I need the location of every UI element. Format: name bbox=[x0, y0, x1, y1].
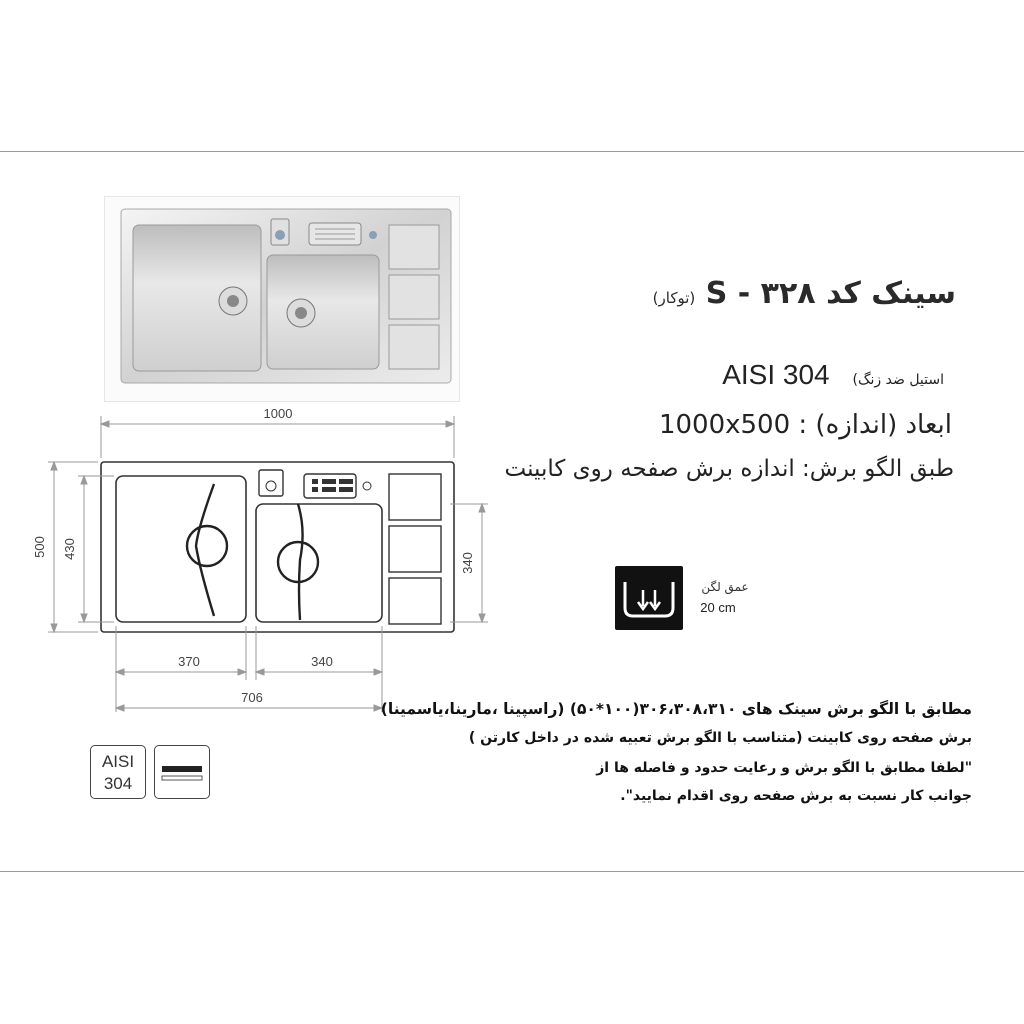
aisi-line-1: AISI bbox=[101, 752, 135, 771]
dim-left-outer: 500 bbox=[32, 536, 47, 558]
bottom-border-line bbox=[0, 871, 1024, 872]
note-line-2: برش صفحه روی کابینت (متناسب با الگو برش تعبیه شده در داخل کارتن ) bbox=[468, 730, 972, 746]
material-line bbox=[722, 358, 944, 391]
aisi-line-2: 304 bbox=[103, 774, 133, 793]
material-desc: (استیل ضد زنگ bbox=[852, 372, 944, 388]
cutout-template-line: طبق الگو برش: اندازه برش صفحه روی کابینت bbox=[504, 456, 954, 482]
note-line-4: جوانب کار نسبت به برش صفحه روی اقدام نمایید". bbox=[620, 788, 972, 804]
sink-product-photo bbox=[104, 196, 460, 402]
top-border-line bbox=[0, 151, 1024, 152]
dim-bottom-right: 340 bbox=[311, 654, 333, 669]
material-code: AISI 304 bbox=[722, 359, 830, 390]
basin-depth-icon bbox=[615, 566, 683, 630]
dim-left-inner: 430 bbox=[62, 538, 77, 560]
title-type: (توکار) bbox=[652, 289, 696, 307]
title-prefix: سینک کد bbox=[826, 276, 956, 311]
dimensions-line: 1000x500 : ابعاد (اندازه) bbox=[658, 410, 952, 440]
aisi-304-badge bbox=[90, 745, 146, 799]
note-line-1: مطابق با الگو برش سینک های ۳۰۶،۳۰۸،۳۱۰(۱۰۰*۵۰) (راسپینا ،مارینا،یاسمینا) bbox=[380, 700, 972, 718]
steel-sheet-icon bbox=[154, 745, 210, 799]
note-line-3: "لطفا مطابق با الگو برش و رعایت حدود و فاصله ها از bbox=[596, 760, 972, 776]
dim-right: 340 bbox=[460, 552, 475, 574]
dim-bottom-left: 370 bbox=[178, 654, 200, 669]
depth-value: 20 cm bbox=[700, 600, 736, 615]
product-title bbox=[635, 276, 956, 311]
depth-label: عمق لگن bbox=[701, 580, 749, 594]
title-code: S - ۳۲۸ bbox=[705, 276, 816, 311]
dim-top: 1000 bbox=[263, 406, 293, 421]
dim-bottom-total: 706 bbox=[241, 690, 263, 705]
sink-technical-drawing bbox=[30, 400, 500, 730]
